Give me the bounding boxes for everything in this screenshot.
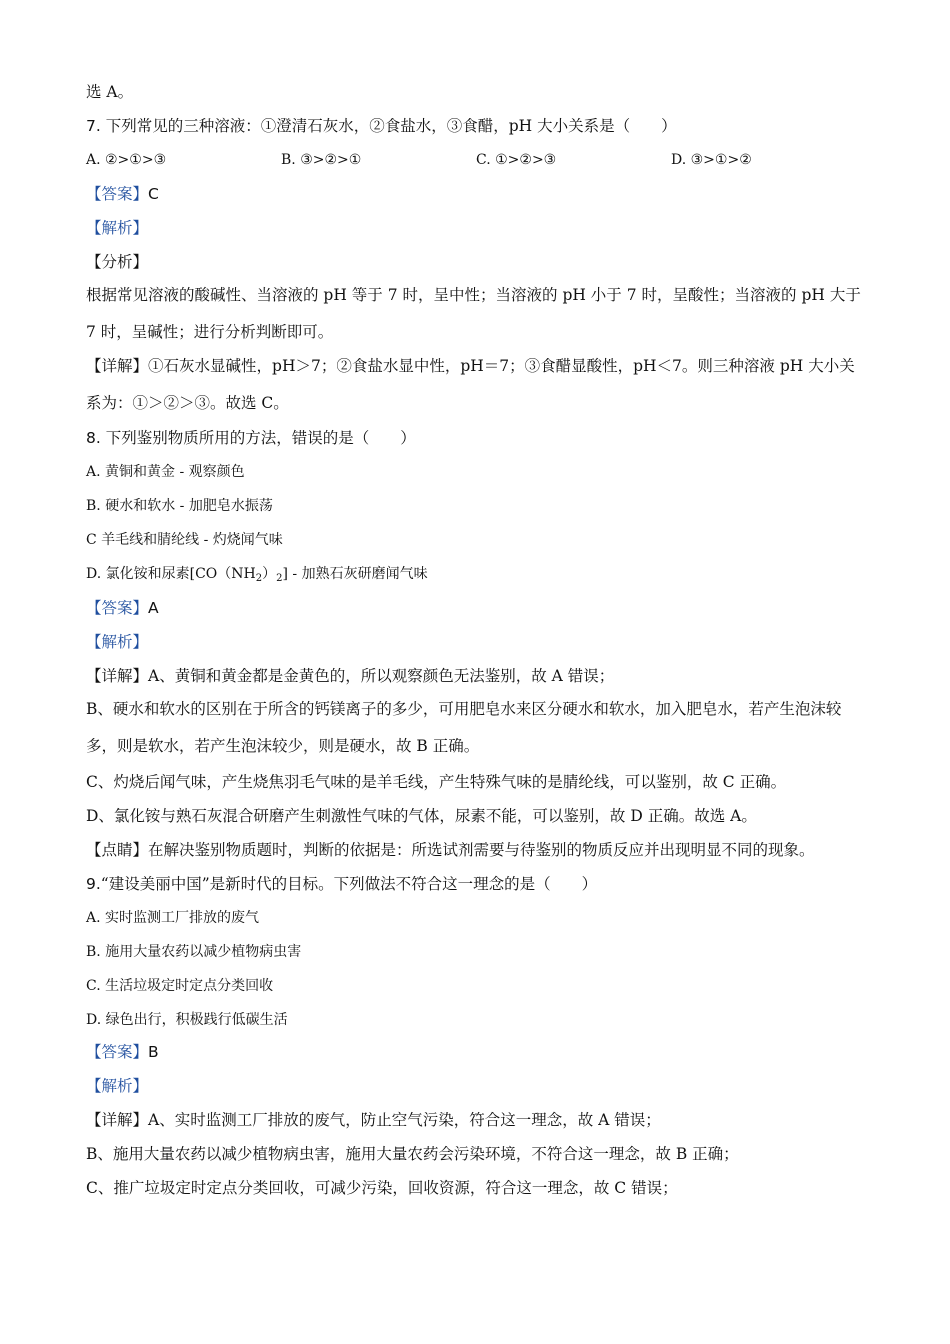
detail-tag: 【详解】 xyxy=(86,357,149,375)
analysis-tag-8: 【解析】 xyxy=(86,633,149,651)
q9-option-b: B. 施用大量农药以减少植物病虫害 xyxy=(86,944,302,960)
detail-9c: C、推广垃圾定时定点分类回收，可减少污染，回收资源，符合这一理念，故 C 错误； xyxy=(86,1179,678,1197)
option-b: B. ③>②>① xyxy=(281,152,362,168)
q9-option-d: D. 绿色出行，积极践行低碳生活 xyxy=(86,1012,288,1028)
answer-tag: 【答案】 xyxy=(86,185,149,203)
analysis-tag-7: 【解析】 xyxy=(86,219,149,237)
detail-8b: B、硬水和软水的区别在于所含的钙镁离子的多少，可用肥皂水来区分硬水和软水，加入肥皂水，若产生泡沫较多，则是软水，若产生泡沫较少，则是硬水，故 B 正确。 xyxy=(86,700,842,755)
detail-9b: B、施用大量农药以减少植物病虫害，施用大量农药会污染环境，不符合这一理念，故 B 正确； xyxy=(86,1145,739,1163)
prev-conclusion: 选 A。 xyxy=(86,83,134,101)
question-9 xyxy=(86,874,597,894)
question-7 xyxy=(86,116,677,136)
question-7-options xyxy=(86,150,752,170)
option-a: A. ②>①>③ xyxy=(86,152,167,168)
question-text: “建设美丽中国”是新时代的目标。下列做法不符合这一理念的是（ ） xyxy=(100,875,598,893)
fenxi-tag-7: 【分析】 xyxy=(86,253,149,271)
analysis-tag-9: 【解析】 xyxy=(86,1077,149,1095)
answer-value: C xyxy=(148,185,159,203)
detail-tag: 【详解】 xyxy=(86,1111,149,1129)
detail-8a: 【详解】A、黄铜和黄金都是金黄色的，所以观察颜色无法鉴别，故 A 错误； xyxy=(86,667,615,685)
q9-option-c: C. 生活垃圾定时定点分类回收 xyxy=(86,978,274,994)
option-c: C. ①>②>③ xyxy=(476,152,557,168)
q8-option-b: B. 硬水和软水 - 加肥皂水振荡 xyxy=(86,498,273,514)
detail-8d: D、氯化铵与熟石灰混合研磨产生刺激性气味的气体，尿素不能，可以鉴别，故 D 正确。故选 A。 xyxy=(86,807,757,825)
detail-7 xyxy=(86,348,866,422)
question-text: 下列常见的三种溶液：①澄清石灰水，②食盐水，③食醋，pH 大小关系是（ ） xyxy=(100,117,677,135)
question-text: 下列鉴别物质所用的方法，错误的是（ ） xyxy=(100,429,416,447)
answer-value: B xyxy=(148,1043,159,1061)
answer-tag: 【答案】 xyxy=(86,599,149,617)
answer-7 xyxy=(86,184,159,204)
question-number: 8. xyxy=(86,429,101,447)
q8-option-c: C 羊毛线和腈纶线 - 灼烧闻气味 xyxy=(86,532,283,548)
detail-tag: 【详解】 xyxy=(86,667,149,685)
answer-8 xyxy=(86,598,159,618)
q8-option-d: D. 氯化铵和尿素$[CO(NH_2)_2]$ - 加熟石灰研磨闻气味 xyxy=(86,566,428,584)
dianjing-8: 【点睛】在解决鉴别物质题时，判断的依据是：所选试剂需要与待鉴别的物质反应并出现明显不同的现象。 xyxy=(86,841,815,859)
detail-text: ①石灰水显碱性，pH＞7；②食盐水显中性，pH＝7；③食醋显酸性，pH＜7。则三种溶液 pH 大小关系为：①＞②＞③。故选 C。 xyxy=(86,357,855,412)
answer-value: A xyxy=(148,599,159,617)
answer-tag: 【答案】 xyxy=(86,1043,149,1061)
detail-8c: C、灼烧后闻气味，产生烧焦羽毛气味的是羊毛线，产生特殊气味的是腈纶线，可以鉴别，故 C 正确。 xyxy=(86,773,787,791)
dianjing-tag: 【点睛】 xyxy=(86,841,149,859)
fenxi-text-7: 根据常见溶液的酸碱性、当溶液的 pH 等于 7 时，呈中性；当溶液的 pH 小于 7 时，呈酸性；当溶液的 pH 大于 7 时，呈碱性；进行分析判断即可。 xyxy=(86,286,861,341)
option-d: D. ③>①>② xyxy=(671,152,752,168)
question-number: 7. xyxy=(86,117,101,135)
detail-9a: 【详解】A、实时监测工厂排放的废气，防止空气污染，符合这一理念，故 A 错误； xyxy=(86,1111,661,1129)
q8-option-a: A. 黄铜和黄金 - 观察颜色 xyxy=(86,464,245,480)
question-8 xyxy=(86,428,416,448)
answer-9 xyxy=(86,1042,159,1062)
q9-option-a: A. 实时监测工厂排放的废气 xyxy=(86,910,260,926)
question-number: 9. xyxy=(86,875,101,893)
